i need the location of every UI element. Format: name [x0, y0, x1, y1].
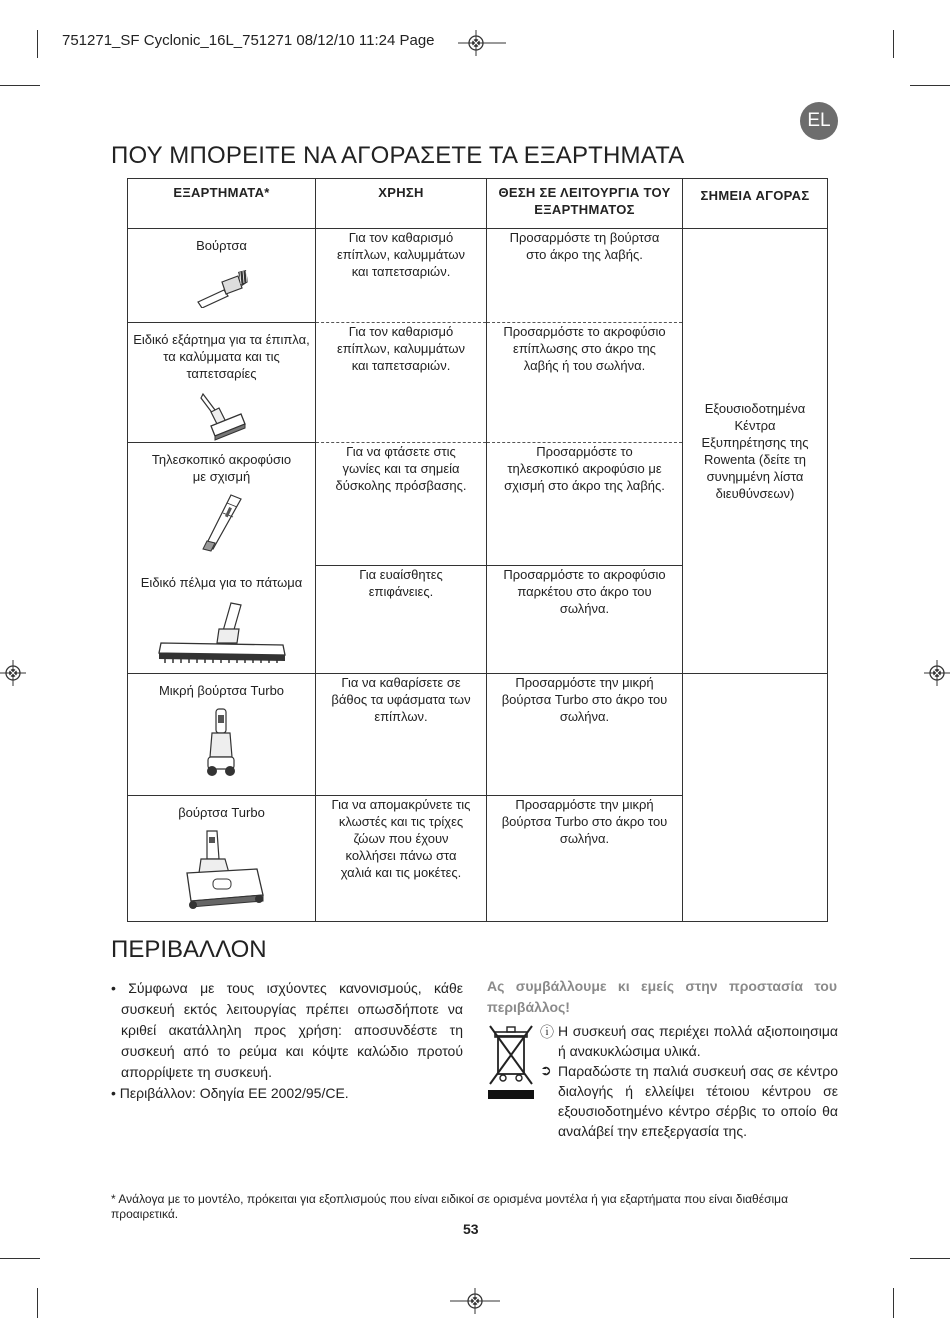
fitting-cell: [487, 443, 683, 566]
crop-mark: [910, 1258, 950, 1259]
protect-environment-heading: Ας συμβάλλουμε κι εμείς στην προστασία του περιβάλλος!: [487, 978, 837, 1015]
parquet-brush-icon: [157, 599, 287, 669]
column-header: ΧΡΗΣΗ: [316, 179, 487, 229]
fitting-text: Προσαρμόστε τη βούρτσα στο άκρο της λαβής.: [509, 230, 660, 262]
accessory-name: βούρτσα Turbo: [178, 805, 265, 820]
fitting-text: Προσαρμόστε την μικρή βούρτσα Turbo στο άκρο του σωλήνα.: [501, 797, 668, 846]
crop-mark: [37, 30, 38, 58]
bullet-text: • Σύμφωνα με τους ισχύοντες κανονισμούς, κάθε συσκευή εκτός λειτουργίας πρέπει οπωσδήποτε να κριθεί ακατάλληλη προς χρήση: αποσυνδέστε τη συσκευή από το ρεύμα και κόψτε καλώδιο προτού απορρίψετε τη συσκευή.: [111, 980, 463, 1080]
use-text: Για ευαίσθητες επιφάνειες.: [359, 567, 443, 599]
crop-mark: [37, 1288, 38, 1318]
accessory-name: Ειδικό εξάρτημα για τα έπιπλα, τα καλύμματα και τις ταπετσαρίες: [133, 332, 310, 381]
use-cell: [316, 323, 487, 443]
fitting-cell: [487, 323, 683, 443]
crop-mark: [0, 85, 40, 86]
accessory-cell: [128, 443, 316, 566]
turbo-brush-icon: [177, 829, 267, 911]
use-text: Για να καθαρίσετε σε βάθος τα υφάσματα των επίπλων.: [331, 675, 471, 724]
bullet-text: • Περιβάλλον: Οδηγία ΕΕ 2002/95/CE.: [111, 1085, 349, 1101]
recycling-instruction-text: Παραδώστε τη παλιά συσκευή σας σε κέντρο διαλογής ή ελλείψει τέτοιου κέντρου σε εξουσιοδοτημένο κέντρο σέρβις το οποίο θα αναλάβεί την επεξεργασία της.: [558, 1063, 838, 1139]
accessory-name: Βούρτσα: [196, 238, 247, 253]
registration-mark-icon: [458, 30, 506, 56]
arrow-icon: ➲: [540, 1062, 552, 1078]
crevice-tool-icon: [197, 493, 247, 553]
fitting-text: Προσαρμόστε την μικρή βούρτσα Turbo στο άκρο του σωλήνα.: [501, 675, 668, 724]
use-text: Για να φτάσετε στις γωνίες και τα σημεία δύσκολης πρόσβασης.: [335, 444, 467, 493]
registration-mark-icon: [0, 660, 26, 686]
fitting-cell: [487, 796, 683, 922]
purchase-text: Εξουσιοδοτημένα Κέντρα Εξυπηρέτησης της Rowenta (δείτε τη συνημμένη λίστα διευθύνσεων): [701, 401, 809, 501]
fitting-cell: [487, 229, 683, 323]
accessory-cell: [128, 796, 316, 922]
accessory-cell: [128, 566, 316, 674]
crop-mark: [893, 30, 894, 58]
purchase-cell: [683, 229, 828, 674]
crop-mark: [893, 1288, 894, 1318]
upholstery-nozzle-icon: [197, 390, 247, 442]
fitting-text: Προσαρμόστε το ακροφύσιο επίπλωσης στο άκρο της λαβής ή του σωλήνα.: [503, 324, 666, 373]
use-cell: [316, 674, 487, 796]
accessory-name: Ειδικό πέλμα για το πάτωμα: [140, 574, 303, 590]
table-row: [128, 229, 828, 323]
column-header: ΕΞΑΡΤΗΜΑΤΑ*: [128, 179, 316, 229]
info-icon: ⓘ: [540, 1024, 554, 1040]
language-badge: EL: [800, 102, 838, 140]
use-text: Για τον καθαρισμό επίπλων, καλυμμάτων και ταπετσαριών.: [336, 230, 466, 279]
weee-crossed-bin-icon: [488, 1024, 534, 1100]
use-text: Για τον καθαρισμό επίπλων, καλυμμάτων και ταπετσαριών.: [336, 324, 466, 373]
environment-title: ΠΕΡΙΒΑΛΛΟΝ: [111, 936, 267, 963]
page-number: 53: [463, 1221, 479, 1237]
accessories-table: [127, 178, 828, 922]
fitting-text: Προσαρμόστε το τηλεσκοπικό ακροφύσιο με σχισμή στο άκρο της λαβής.: [504, 444, 665, 493]
column-header: ΣΗΜΕΙΑ ΑΓΟΡΑΣ: [683, 179, 828, 229]
brush-icon: [194, 262, 250, 308]
crop-mark: [910, 85, 950, 86]
use-cell: [316, 566, 487, 674]
fitting-text: Προσαρμόστε το ακροφύσιο παρκέτου στο άκρο του σωλήνα.: [503, 567, 666, 616]
fitting-cell: [487, 674, 683, 796]
accessory-name: Τηλεσκοπικό ακροφύσιο με σχισμή: [151, 452, 292, 484]
fitting-cell: [487, 566, 683, 674]
accessory-cell: [128, 674, 316, 796]
crop-mark: [0, 1258, 40, 1259]
use-text: Για να απομακρύνετε τις κλωστές και τις τρίχες ζώων που έχουν κολλήσει πάνω στα χαλιά και τις μοκέτες.: [331, 797, 471, 880]
empty-cell: [683, 674, 828, 922]
registration-mark-icon: [924, 660, 950, 686]
info-text: Η συσκευή σας περιέχει πολλά αξιοποιησιμα ή ανακυκλώσιμα υλικά.: [558, 1023, 838, 1059]
print-slug: 751271_SF Cyclonic_16L_751271 08/12/10 11:24 Page: [62, 32, 435, 49]
accessory-name: Μικρή βούρτσα Turbo: [158, 683, 285, 698]
footnote: * Ανάλογα με το μοντέλο, πρόκειται για εξοπλισμούς που είναι ειδικοί σε ορισμένα μοντέλα ή για εξαρτήματα που είναι διαθέσιμα προαιρετικά.: [111, 1192, 789, 1221]
table-row: [128, 674, 828, 796]
registration-mark-icon: [450, 1288, 500, 1314]
table-header-row: [128, 179, 828, 229]
use-cell: [316, 229, 487, 323]
environment-bullets: [111, 978, 463, 1104]
use-cell: [316, 443, 487, 566]
accessory-cell: [128, 323, 316, 443]
accessories-title: ΠΟΥ ΜΠΟΡΕΙΤΕ ΝΑ ΑΓΟΡΑΣΕΤΕ ΤΑ ΕΞΑΡΤΗΜΑΤΑ: [111, 142, 685, 169]
column-header: ΘΕΣΗ ΣΕ ΛΕΙΤΟΥΡΓΙΑ ΤΟΥ ΕΞΑΡΤΗΜΑΤΟΣ: [487, 179, 683, 229]
mini-turbo-brush-icon: [202, 707, 242, 779]
use-cell: [316, 796, 487, 922]
accessory-cell: [128, 229, 316, 323]
